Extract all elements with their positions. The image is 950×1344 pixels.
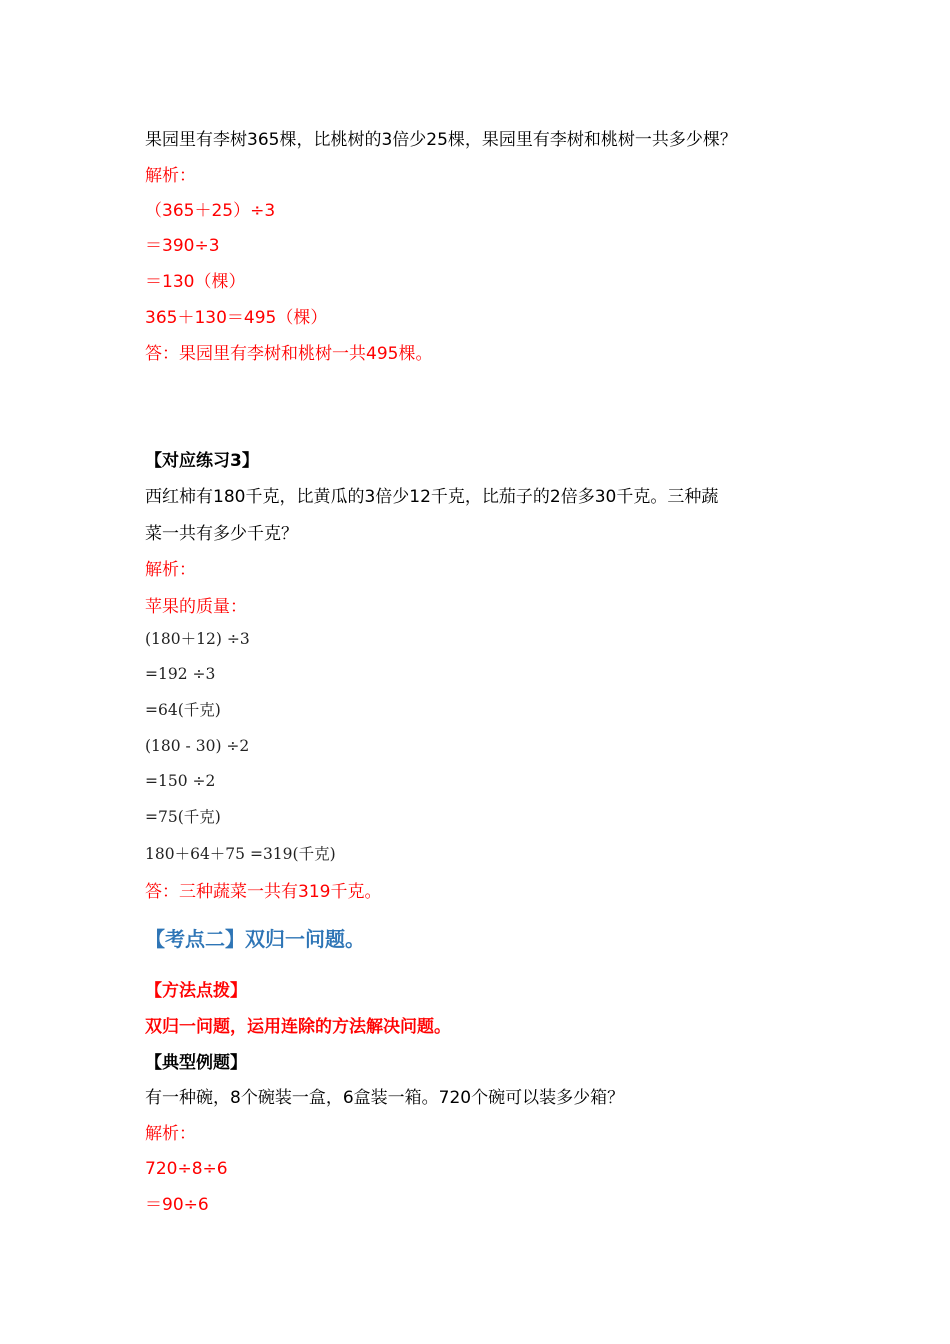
example1-step: （365＋25）÷3	[145, 201, 276, 221]
practice3-step: (180＋12) ÷3	[145, 630, 250, 648]
example1-step: ＝390÷3	[145, 236, 220, 256]
example1-answer: 答：果园里有李树和桃树一共495棵。	[145, 344, 433, 364]
section2-step: 720÷8÷6	[145, 1159, 228, 1179]
example1-analysis-label: 解析：	[145, 166, 196, 186]
practice3-step: =150 ÷2	[145, 772, 216, 790]
practice3-question-line2: 菜一共有多少千克？	[145, 524, 298, 544]
practice3-title: 【对应练习3】	[145, 451, 259, 471]
section2-step: ＝90÷6	[145, 1195, 209, 1215]
practice3-step: =192 ÷3	[145, 665, 216, 683]
practice3-question-line1: 西红柿有180千克，比黄瓜的3倍少12千克，比茄子的2倍多30千克。三种蔬	[145, 487, 719, 507]
example1-step: ＝130（棵）	[145, 272, 246, 292]
practice3-step: =64(千克)	[145, 701, 221, 719]
section2-title: 【考点二】双归一问题。	[145, 927, 365, 951]
example1-step: 365＋130＝495（棵）	[145, 308, 328, 328]
example-question: 有一种碗，8个碗装一盒，6盒装一箱。720个碗可以装多少箱？	[145, 1088, 625, 1108]
example1-question: 果园里有李树365棵，比桃树的3倍少25棵，果园里有李树和桃树一共多少棵？	[145, 130, 737, 150]
section2-analysis-label: 解析：	[145, 1124, 196, 1144]
practice3-answer: 答：三种蔬菜一共有319千克。	[145, 882, 382, 902]
example-title: 【典型例题】	[145, 1053, 247, 1073]
method-text: 双归一问题，运用连除的方法解决问题。	[145, 1017, 451, 1037]
method-title: 【方法点拨】	[145, 981, 247, 1001]
practice3-step: 180＋64＋75 =319(千克)	[145, 845, 336, 863]
practice3-analysis-label: 解析：	[145, 560, 196, 580]
practice3-subheading: 苹果的质量：	[145, 597, 247, 617]
practice3-step: (180 - 30) ÷2	[145, 737, 250, 755]
practice3-step: =75(千克)	[145, 808, 221, 826]
